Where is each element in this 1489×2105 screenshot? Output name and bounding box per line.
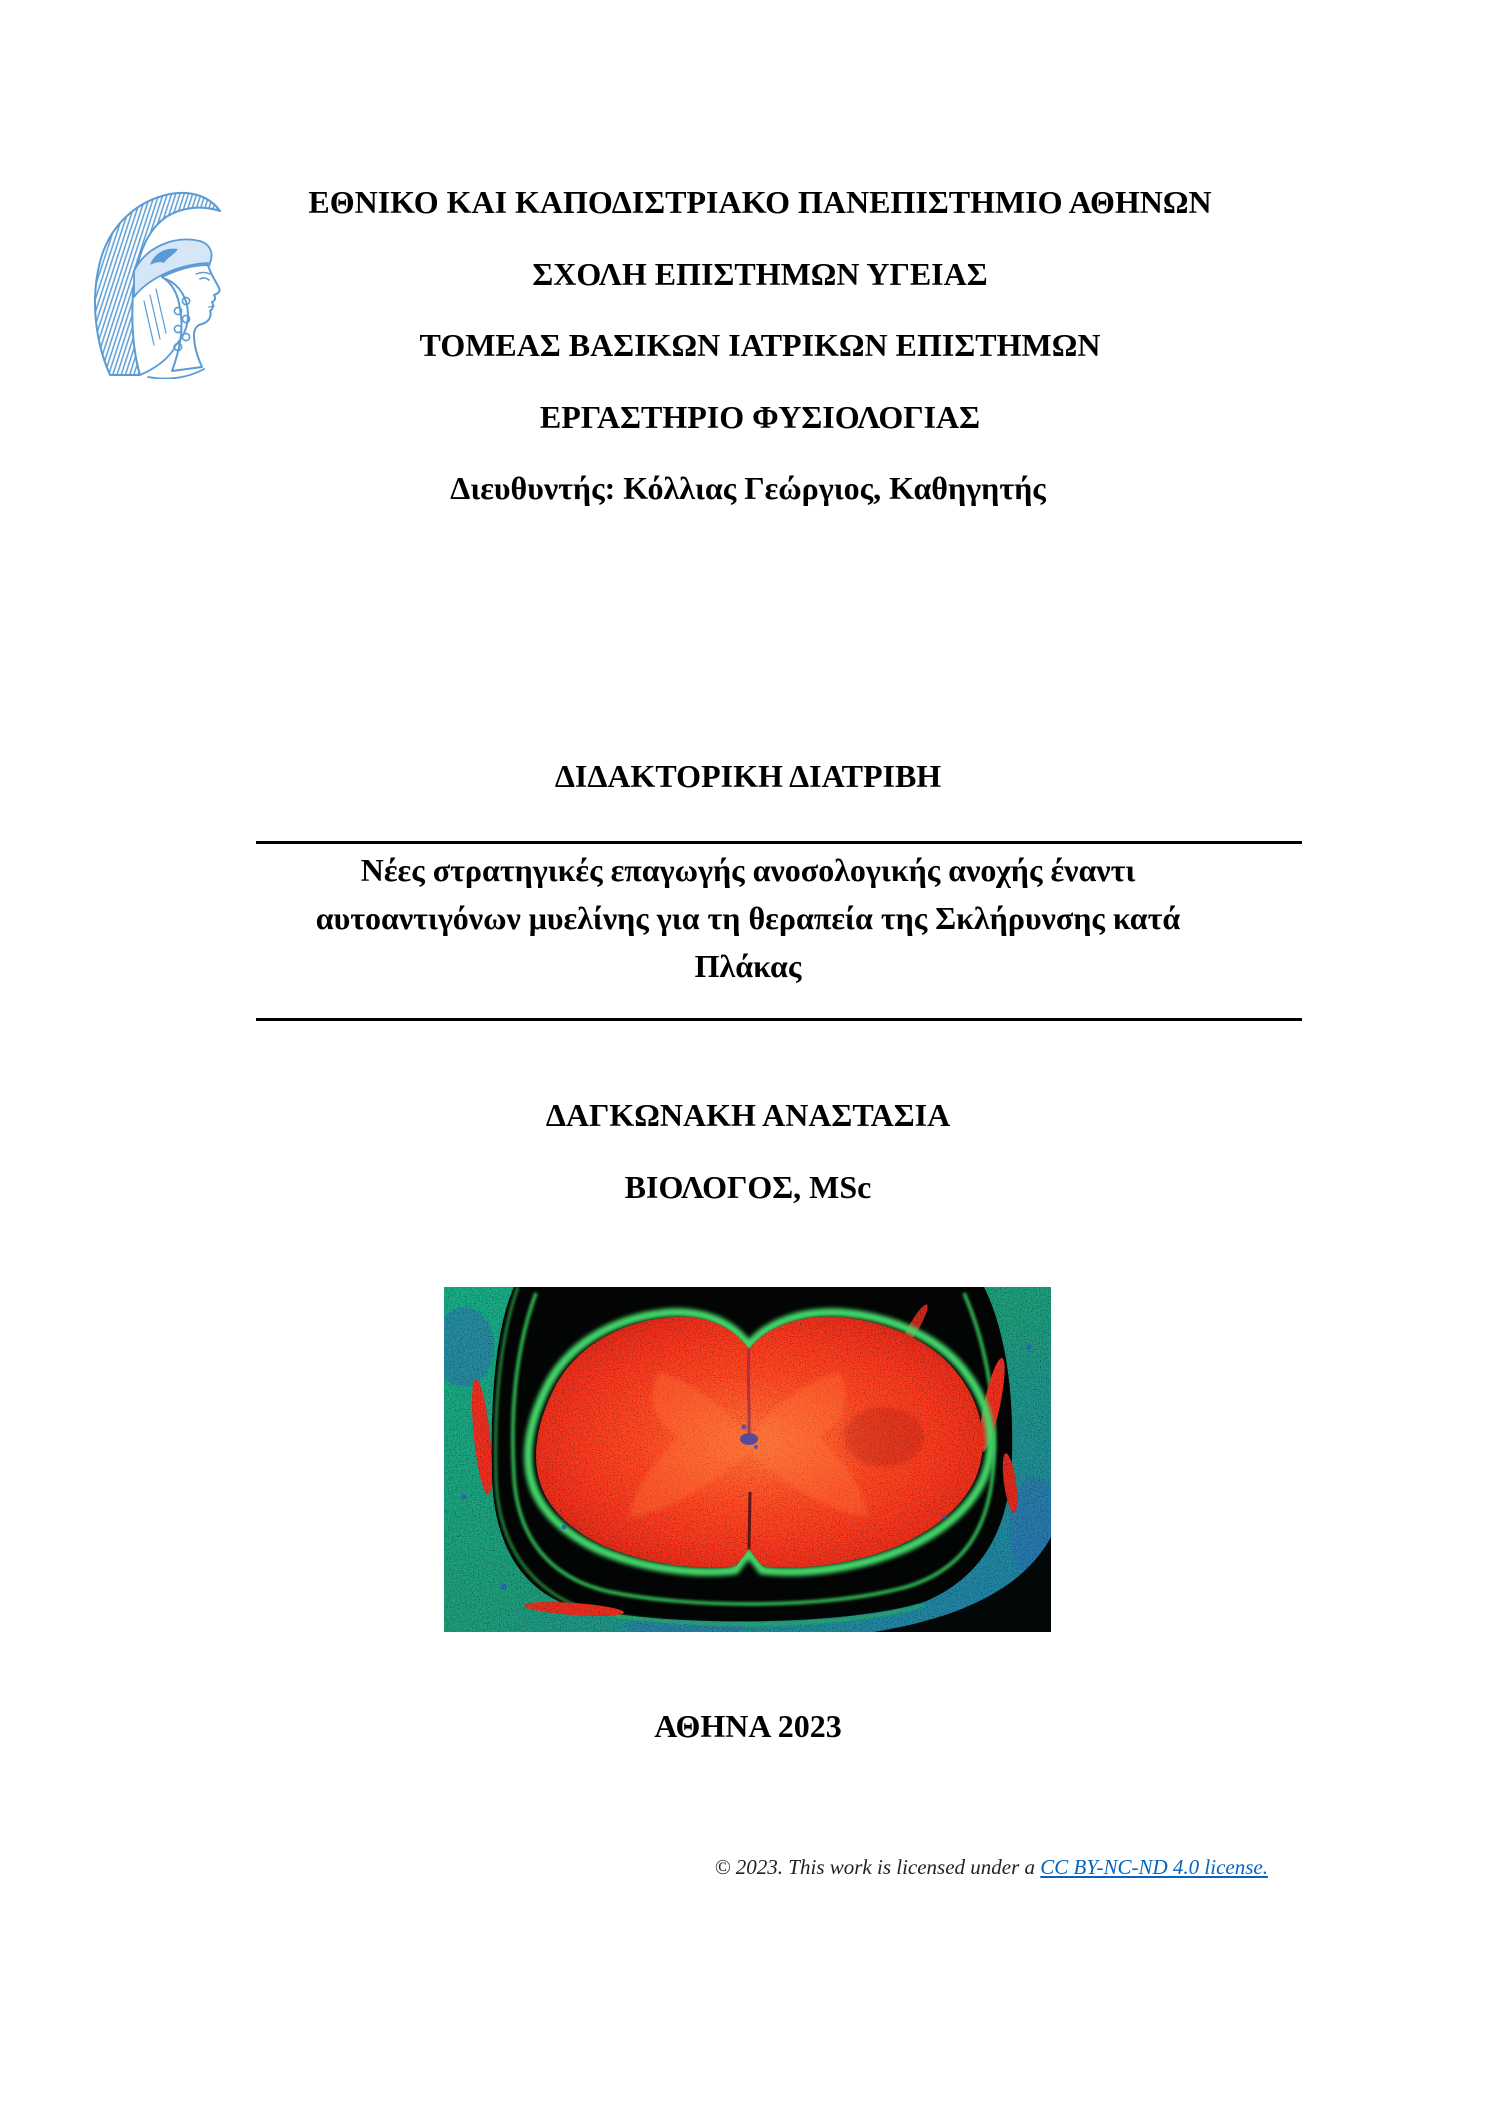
university-name: ΕΘΝΙΚΟ ΚΑΙ ΚΑΠΟΔΙΣΤΡΙΑΚΟ ΠΑΝΕΠΙΣΤΗΜΙΟ ΑΘΗΝΩΝ: [308, 184, 1212, 220]
author-credentials: ΒΙΟΛΟΓΟΣ, MSc: [624, 1169, 872, 1205]
laboratory-name: ΕΡΓΑΣΤΗΡΙΟ ΦΥΣΙΟΛΟΓΙΑΣ: [539, 399, 981, 435]
school-name: ΣΧΟΛΗ ΕΠΙΣΤΗΜΩΝ ΥΓΕΙΑΣ: [532, 256, 988, 292]
thesis-title-line: Νέες στρατηγικές επαγωγής ανοσολογικής ανοχής έναντι: [360, 852, 1136, 888]
author-name: ΔΑΓΚΩΝΑΚΗ ΑΝΑΣΤΑΣΙΑ: [545, 1097, 951, 1133]
license-prefix: © 2023. This work is licensed under a: [714, 1855, 1041, 1879]
thesis-title-line: αυτοαντιγόνων μυελίνης για τη θεραπεία της Σκλήρυνσης κατά: [315, 900, 1181, 936]
ventral-fissure: [749, 1492, 750, 1549]
dark-lesion-area: [844, 1407, 924, 1467]
place-year: ΑΘΗΝΑ 2023: [654, 1708, 842, 1744]
license-link[interactable]: CC BY-NC-ND 4.0 license.: [1040, 1855, 1268, 1879]
thesis-title: [248, 846, 1248, 990]
title-rule-bottom: [256, 1018, 1302, 1021]
director-line: Διευθυντής: Κόλλιας Γεώργιος, Καθηγητής: [450, 470, 1046, 506]
dorsal-median-septum: [748, 1349, 749, 1433]
title-rule-top: [256, 841, 1302, 844]
license-notice: [560, 1853, 1268, 1881]
department-name: ΤΟΜΕΑΣ ΒΑΣΙΚΩΝ ΙΑΤΡΙΚΩΝ ΕΠΙΣΤΗΜΩΝ: [419, 327, 1101, 363]
thesis-type: ΔΙΔΑΚΤΟΡΙΚΗ ΔΙΑΤΡΙΒΗ: [554, 758, 942, 794]
cover-micrograph-image: [444, 1287, 1051, 1632]
lips-detail: [209, 306, 214, 307]
thesis-title-line: Πλάκας: [694, 948, 802, 984]
central-canal: [740, 1433, 758, 1445]
